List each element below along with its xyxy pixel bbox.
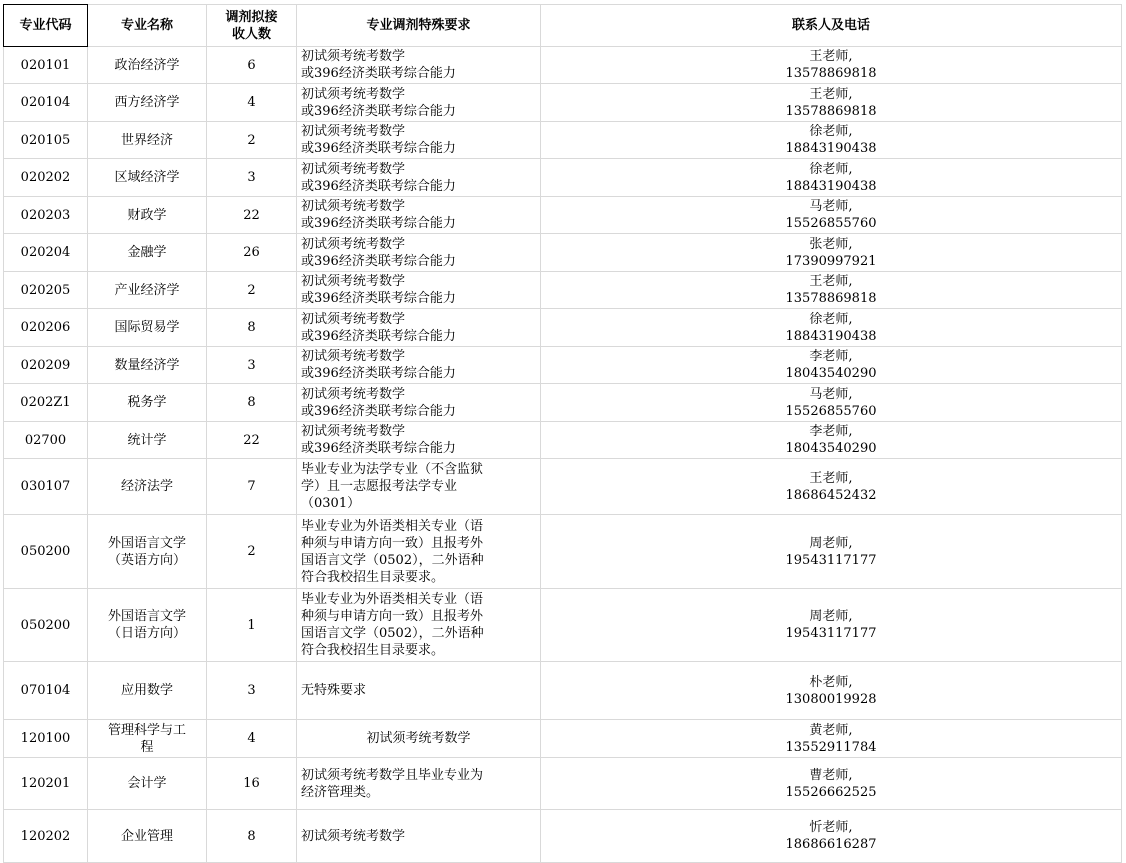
requirement-line: 初试须考统考数学 bbox=[301, 49, 406, 64]
requirement-line: 毕业专业为外语类相关专业（语 bbox=[301, 518, 484, 534]
table-row bbox=[4, 810, 1122, 863]
requirement-line: 初试须考统考数学 bbox=[301, 124, 406, 139]
cell-code: 0202Z1 bbox=[4, 384, 88, 422]
table-row bbox=[4, 720, 1122, 758]
cell-contact bbox=[541, 159, 1122, 197]
cell-code: 070104 bbox=[4, 662, 88, 720]
cell-name-line: 管理科学与工 bbox=[107, 722, 186, 738]
cell-quota: 3 bbox=[207, 347, 297, 384]
table-row bbox=[4, 234, 1122, 272]
requirement-line: 初试须考统考数学 bbox=[301, 386, 406, 402]
contact-phone: 18843190438 bbox=[785, 328, 877, 344]
cell-requirement bbox=[297, 197, 541, 234]
contact-phone: 15526855760 bbox=[785, 403, 877, 419]
contact-phone: 17390997921 bbox=[785, 253, 877, 269]
contact-name: 王老师, bbox=[809, 470, 853, 486]
cell-code: 020204 bbox=[4, 234, 88, 272]
table-row bbox=[4, 384, 1122, 422]
contact-phone: 18686452432 bbox=[785, 487, 877, 503]
cell-code: 020104 bbox=[4, 84, 88, 122]
cell-quota: 7 bbox=[207, 459, 297, 515]
requirement-line: 或396经济类联考综合能力 bbox=[301, 66, 456, 81]
cell-contact bbox=[541, 309, 1122, 347]
cell-requirement bbox=[297, 810, 541, 863]
cell-name: 会计学 bbox=[88, 758, 207, 810]
contact-name: 忻老师, bbox=[809, 820, 853, 835]
cell-quota: 26 bbox=[207, 234, 297, 272]
table-row bbox=[4, 422, 1122, 459]
requirement-line: 国语言文学（0502），二外语种 bbox=[301, 626, 484, 641]
cell-quota: 8 bbox=[207, 810, 297, 863]
table-row bbox=[4, 758, 1122, 810]
cell-name: 金融学 bbox=[88, 234, 207, 272]
cell-quota: 6 bbox=[207, 47, 297, 84]
requirement-line: 经济管理类。 bbox=[301, 784, 380, 800]
cell-requirement bbox=[297, 515, 541, 589]
cell-name: 产业经济学 bbox=[88, 272, 207, 309]
contact-phone: 19543117177 bbox=[785, 626, 877, 641]
cell-contact bbox=[541, 47, 1122, 84]
requirement-line: 种须与申请方向一致）且报考外 bbox=[301, 609, 484, 624]
requirement-line: 或396经济类联考综合能力 bbox=[301, 253, 456, 269]
cell-name: 统计学 bbox=[88, 422, 207, 459]
cell-requirement bbox=[297, 159, 541, 197]
contact-name: 周老师, bbox=[809, 535, 853, 551]
cell-code: 020101 bbox=[4, 47, 88, 84]
cell-contact bbox=[541, 234, 1122, 272]
cell-requirement bbox=[297, 720, 541, 758]
cell-code: 120201 bbox=[4, 758, 88, 810]
cell-code: 050200 bbox=[4, 589, 88, 662]
cell-name bbox=[88, 720, 207, 758]
cell-contact bbox=[541, 662, 1122, 720]
cell-name: 国际贸易学 bbox=[88, 309, 207, 347]
requirement-line: 初试须考统考数学 bbox=[301, 236, 406, 252]
cell-contact bbox=[541, 84, 1122, 122]
cell-requirement bbox=[297, 234, 541, 272]
table-row bbox=[4, 272, 1122, 309]
requirement-line: 初试须考统考数学 bbox=[301, 349, 406, 364]
cell-contact bbox=[541, 515, 1122, 589]
requirement-line: 或396经济类联考综合能力 bbox=[301, 366, 456, 381]
cell-name-line: （英语方向） bbox=[107, 552, 186, 568]
cell-quota: 22 bbox=[207, 422, 297, 459]
cell-code: 020203 bbox=[4, 197, 88, 234]
requirement-line: 或396经济类联考综合能力 bbox=[301, 291, 456, 306]
requirement-line: 初试须考统考数学 bbox=[366, 731, 471, 746]
requirement-line: 或396经济类联考综合能力 bbox=[301, 328, 456, 344]
cell-contact bbox=[541, 459, 1122, 515]
requirement-line: 初试须考统考数学且毕业专业为 bbox=[301, 767, 484, 783]
requirement-line: 或396经济类联考综合能力 bbox=[301, 178, 456, 194]
requirement-line: 国语言文学（0502），二外语种 bbox=[301, 552, 484, 568]
contact-phone: 18043540290 bbox=[785, 441, 877, 456]
cell-contact bbox=[541, 272, 1122, 309]
requirement-line: 初试须考统考数学 bbox=[301, 86, 406, 102]
contact-phone: 18686616287 bbox=[785, 837, 877, 852]
cell-quota: 2 bbox=[207, 515, 297, 589]
requirement-line: 或396经济类联考综合能力 bbox=[301, 141, 456, 156]
cell-contact bbox=[541, 122, 1122, 159]
cell-contact bbox=[541, 197, 1122, 234]
contact-phone: 13578869818 bbox=[785, 66, 877, 81]
cell-name: 西方经济学 bbox=[88, 84, 207, 122]
contact-phone: 15526855760 bbox=[785, 216, 877, 231]
header-row bbox=[4, 5, 1122, 47]
cell-contact bbox=[541, 422, 1122, 459]
cell-name: 企业管理 bbox=[88, 810, 207, 863]
cell-name: 区域经济学 bbox=[88, 159, 207, 197]
requirement-line: 毕业专业为法学专业（不含监狱 bbox=[301, 462, 484, 477]
requirement-line: 或396经济类联考综合能力 bbox=[301, 441, 456, 456]
contact-phone: 13080019928 bbox=[785, 691, 877, 707]
cell-code: 020202 bbox=[4, 159, 88, 197]
cell-code: 02700 bbox=[4, 422, 88, 459]
contact-name: 朴老师, bbox=[809, 674, 853, 690]
contact-phone: 13578869818 bbox=[785, 103, 877, 119]
contact-name: 王老师, bbox=[809, 86, 853, 102]
requirement-line: 初试须考统考数学 bbox=[301, 199, 406, 214]
contact-name: 王老师, bbox=[809, 274, 853, 289]
cell-name: 应用数学 bbox=[88, 662, 207, 720]
cell-contact bbox=[541, 384, 1122, 422]
cell-requirement bbox=[297, 589, 541, 662]
contact-name: 王老师, bbox=[809, 49, 853, 64]
cell-requirement bbox=[297, 84, 541, 122]
requirement-line: 或396经济类联考综合能力 bbox=[301, 103, 456, 119]
cell-name: 政治经济学 bbox=[88, 47, 207, 84]
table-row bbox=[4, 122, 1122, 159]
header-code: 专业代码 bbox=[4, 5, 88, 47]
contact-name: 马老师, bbox=[809, 386, 853, 402]
cell-contact bbox=[541, 720, 1122, 758]
cell-name bbox=[88, 515, 207, 589]
cell-quota: 2 bbox=[207, 122, 297, 159]
header-quota bbox=[207, 5, 297, 47]
table-row bbox=[4, 662, 1122, 720]
cell-name-line: 程 bbox=[140, 739, 154, 755]
cell-contact bbox=[541, 347, 1122, 384]
cell-quota: 3 bbox=[207, 662, 297, 720]
cell-code: 020205 bbox=[4, 272, 88, 309]
contact-phone: 15526662525 bbox=[785, 784, 877, 800]
requirement-line: 或396经济类联考综合能力 bbox=[301, 403, 456, 419]
contact-phone: 18843190438 bbox=[785, 178, 877, 194]
adjustment-table bbox=[3, 4, 1122, 863]
cell-code: 020209 bbox=[4, 347, 88, 384]
header-quota-text: 调剂拟接收人数 bbox=[225, 9, 278, 42]
requirement-line: 种须与申请方向一致）且报考外 bbox=[301, 535, 484, 551]
cell-code: 020206 bbox=[4, 309, 88, 347]
header-contact: 联系人及电话 bbox=[541, 5, 1122, 47]
contact-name: 曹老师, bbox=[809, 767, 853, 783]
contact-phone: 13552911784 bbox=[785, 739, 877, 755]
cell-quota: 1 bbox=[207, 589, 297, 662]
cell-name: 数量经济学 bbox=[88, 347, 207, 384]
contact-phone: 13578869818 bbox=[785, 291, 877, 306]
cell-quota: 4 bbox=[207, 84, 297, 122]
table-row bbox=[4, 47, 1122, 84]
contact-phone: 18843190438 bbox=[785, 141, 877, 156]
cell-name: 财政学 bbox=[88, 197, 207, 234]
cell-quota: 16 bbox=[207, 758, 297, 810]
contact-name: 徐老师, bbox=[809, 124, 853, 139]
cell-quota: 2 bbox=[207, 272, 297, 309]
requirement-line: 初试须考统考数学 bbox=[301, 161, 406, 177]
cell-name-line: 外国语言文学 bbox=[107, 609, 186, 624]
cell-requirement bbox=[297, 122, 541, 159]
requirement-line: 符合我校招生目录要求。 bbox=[301, 569, 445, 585]
cell-name: 经济法学 bbox=[88, 459, 207, 515]
cell-requirement bbox=[297, 459, 541, 515]
cell-contact bbox=[541, 758, 1122, 810]
cell-code: 050200 bbox=[4, 515, 88, 589]
requirement-line: 符合我校招生目录要求。 bbox=[301, 643, 445, 658]
requirement-line: 学）且一志愿报考法学专业 bbox=[301, 479, 458, 494]
contact-name: 徐老师, bbox=[809, 311, 853, 327]
cell-quota: 4 bbox=[207, 720, 297, 758]
cell-contact bbox=[541, 810, 1122, 863]
cell-requirement bbox=[297, 758, 541, 810]
requirement-line: （0301） bbox=[301, 496, 361, 511]
cell-name-line: （日语方向） bbox=[107, 626, 186, 641]
contact-name: 李老师, bbox=[809, 424, 853, 439]
requirement-line: 或396经济类联考综合能力 bbox=[301, 216, 456, 231]
table-row bbox=[4, 347, 1122, 384]
cell-quota: 8 bbox=[207, 309, 297, 347]
contact-name: 张老师, bbox=[809, 236, 853, 252]
cell-code: 120202 bbox=[4, 810, 88, 863]
cell-contact bbox=[541, 589, 1122, 662]
cell-requirement bbox=[297, 384, 541, 422]
cell-code: 120100 bbox=[4, 720, 88, 758]
cell-quota: 22 bbox=[207, 197, 297, 234]
cell-quota: 8 bbox=[207, 384, 297, 422]
cell-requirement bbox=[297, 272, 541, 309]
requirement-line: 无特殊要求 bbox=[301, 683, 367, 698]
cell-requirement bbox=[297, 47, 541, 84]
cell-code: 020105 bbox=[4, 122, 88, 159]
cell-name bbox=[88, 589, 207, 662]
requirement-line: 初试须考统考数学 bbox=[301, 828, 406, 844]
cell-requirement bbox=[297, 422, 541, 459]
cell-name: 税务学 bbox=[88, 384, 207, 422]
header-name: 专业名称 bbox=[88, 5, 207, 47]
table-row bbox=[4, 84, 1122, 122]
table-row bbox=[4, 159, 1122, 197]
table-row bbox=[4, 589, 1122, 662]
cell-code: 030107 bbox=[4, 459, 88, 515]
table-row bbox=[4, 515, 1122, 589]
requirement-line: 初试须考统考数学 bbox=[301, 311, 406, 327]
header-requirement: 专业调剂特殊要求 bbox=[297, 5, 541, 47]
contact-name: 马老师, bbox=[809, 199, 853, 214]
contact-name: 周老师, bbox=[809, 609, 853, 624]
cell-name: 世界经济 bbox=[88, 122, 207, 159]
table-row bbox=[4, 197, 1122, 234]
table-row bbox=[4, 459, 1122, 515]
cell-name-line: 外国语言文学 bbox=[107, 535, 186, 551]
cell-requirement bbox=[297, 309, 541, 347]
contact-phone: 18043540290 bbox=[785, 366, 877, 381]
contact-name: 徐老师, bbox=[809, 161, 853, 177]
cell-requirement bbox=[297, 347, 541, 384]
contact-name: 李老师, bbox=[809, 349, 853, 364]
cell-requirement bbox=[297, 662, 541, 720]
contact-name: 黄老师, bbox=[809, 722, 853, 738]
requirement-line: 初试须考统考数学 bbox=[301, 424, 406, 439]
cell-quota: 3 bbox=[207, 159, 297, 197]
contact-phone: 19543117177 bbox=[785, 552, 877, 568]
requirement-line: 初试须考统考数学 bbox=[301, 274, 406, 289]
table-row bbox=[4, 309, 1122, 347]
requirement-line: 毕业专业为外语类相关专业（语 bbox=[301, 592, 484, 607]
